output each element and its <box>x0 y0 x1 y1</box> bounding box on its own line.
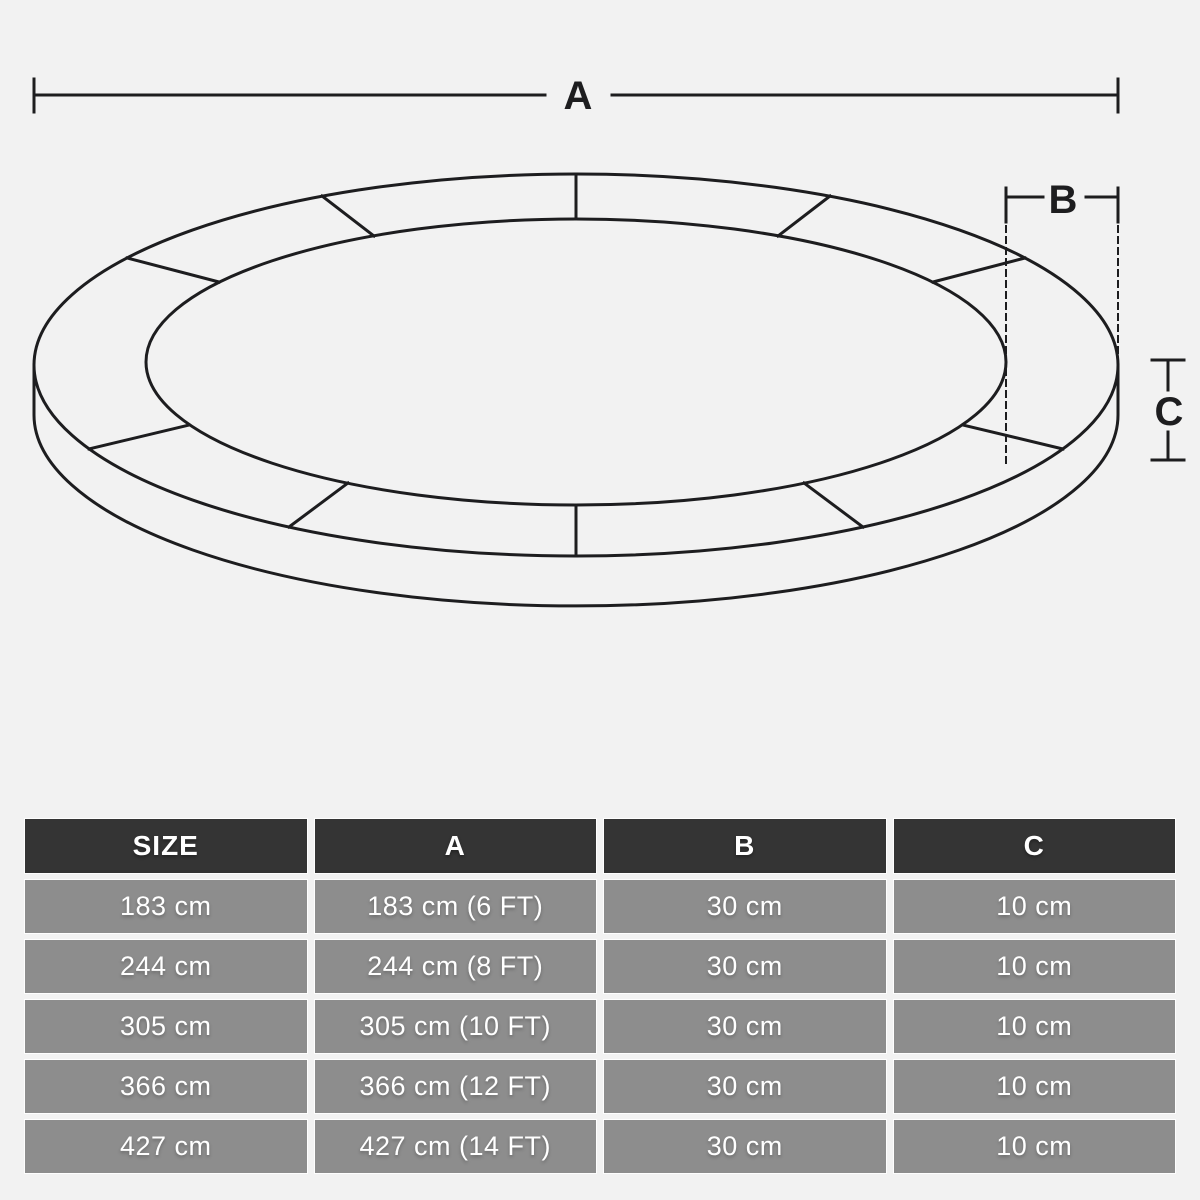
pad-seam <box>778 196 830 236</box>
table-cell: 305 cm <box>25 1000 307 1053</box>
table-cell: 30 cm <box>604 1000 886 1053</box>
table-cell: 30 cm <box>604 1120 886 1173</box>
size-table-header-a: A <box>315 819 597 873</box>
table-cell: 183 cm (6 FT) <box>315 880 597 933</box>
table-cell: 30 cm <box>604 1060 886 1113</box>
pad-seam <box>963 425 1063 449</box>
pad-seam <box>289 483 348 527</box>
dim-a-label: A <box>563 74 593 118</box>
size-table <box>25 819 1175 1173</box>
dim-c-label: C <box>1154 390 1184 434</box>
table-cell: 30 cm <box>604 880 886 933</box>
pad-inner-ellipse <box>146 219 1006 505</box>
table-cell: 427 cm (14 FT) <box>315 1120 597 1173</box>
table-cell: 10 cm <box>894 880 1176 933</box>
pad-seam <box>804 483 863 527</box>
pad-seam <box>127 258 219 282</box>
size-table-header-c: C <box>894 819 1176 873</box>
table-cell: 244 cm <box>25 940 307 993</box>
pad-seams <box>89 174 1063 556</box>
pad-seam <box>89 425 189 449</box>
pad-outer-ellipse <box>34 174 1118 556</box>
table-cell: 366 cm (12 FT) <box>315 1060 597 1113</box>
table-cell: 10 cm <box>894 1060 1176 1113</box>
size-table-header-size: SIZE <box>25 819 307 873</box>
dim-b-label: B <box>1048 178 1078 222</box>
table-cell: 183 cm <box>25 880 307 933</box>
table-cell: 427 cm <box>25 1120 307 1173</box>
table-cell: 366 cm <box>25 1060 307 1113</box>
table-cell: 305 cm (10 FT) <box>315 1000 597 1053</box>
pad-seam <box>933 258 1025 282</box>
table-cell: 30 cm <box>604 940 886 993</box>
table-cell: 244 cm (8 FT) <box>315 940 597 993</box>
table-cell: 10 cm <box>894 940 1176 993</box>
table-cell: 10 cm <box>894 1000 1176 1053</box>
table-cell: 10 cm <box>894 1120 1176 1173</box>
dim-b <box>1006 188 1118 468</box>
pad-side-shell <box>34 365 1118 606</box>
size-table-header-b: B <box>604 819 886 873</box>
pad-seam <box>322 196 374 236</box>
